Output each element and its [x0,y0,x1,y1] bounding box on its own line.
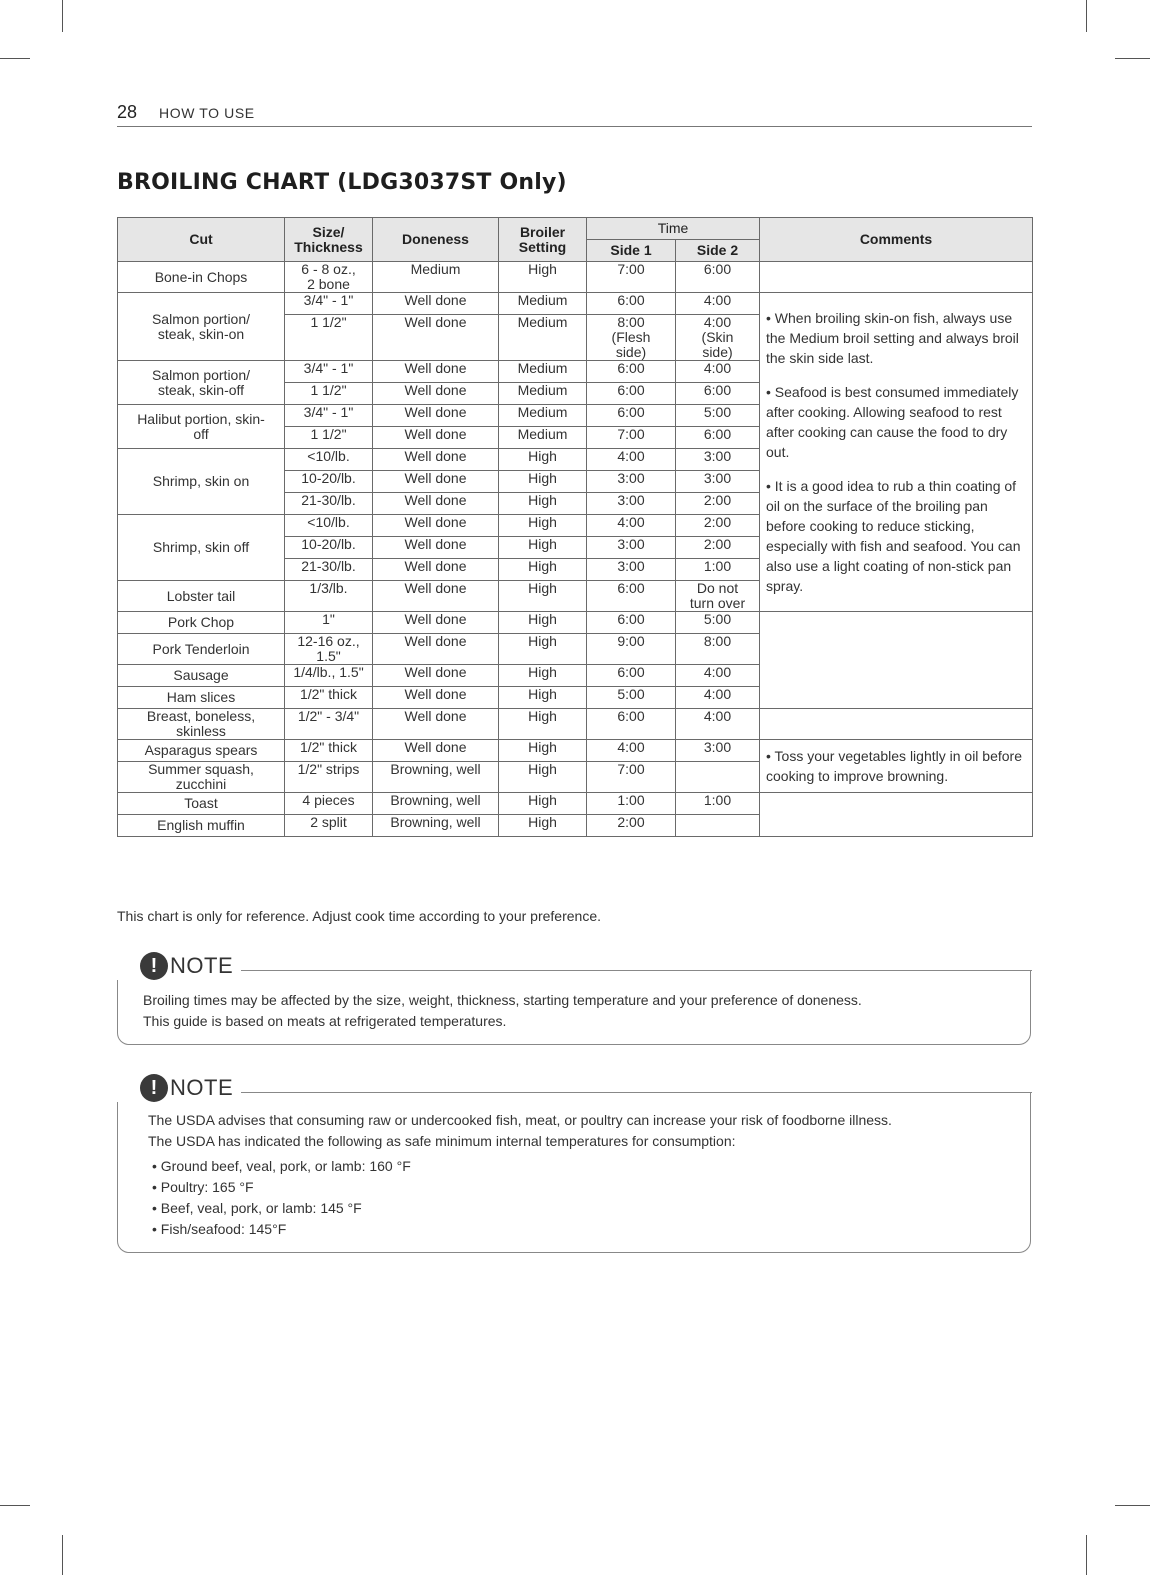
cell-side1: 6:00 [587,405,676,427]
list-item: • Ground beef, veal, pork, or lamb: 160 °F [152,1156,1023,1177]
cell-setting: High [499,762,587,793]
header-size: Size/ Thickness [285,218,373,262]
cell-setting: High [499,262,587,293]
cell-cut: Toast [118,793,285,815]
cell-setting: High [499,515,587,537]
cell-doneness: Medium [373,262,499,293]
cell-doneness: Well done [373,559,499,581]
cell-setting: High [499,581,587,612]
cell-size: 1 1/2" [285,427,373,449]
cell-side2: 4:00 [676,665,760,687]
cell-side1: 3:00 [587,537,676,559]
cell-side2: 5:00 [676,405,760,427]
cell-setting: High [499,634,587,665]
cell-size: 1" [285,612,373,634]
note-box-usda [117,1075,1031,1253]
note-title: NOTE [170,1075,234,1100]
cell-doneness: Well done [373,515,499,537]
cell-side2: 2:00 [676,515,760,537]
cell-side1: 3:00 [587,471,676,493]
cell-setting: Medium [499,293,587,315]
crop-mark [62,1535,63,1575]
cell-size: 1/2" strips [285,762,373,793]
cell-setting: High [499,793,587,815]
cell-cut: Salmon portion/ steak, skin-off [118,361,285,405]
cell-side2: 8:00 [676,634,760,665]
cell-setting: High [499,665,587,687]
cell-size: 12-16 oz., 1.5" [285,634,373,665]
cell-side1: 4:00 [587,740,676,762]
cell-size: 1/2" - 3/4" [285,709,373,740]
cell-doneness: Well done [373,581,499,612]
cell-side1: 6:00 [587,709,676,740]
cell-side2 [676,762,760,793]
list-item: • Poultry: 165 °F [152,1177,1023,1198]
cell-size: 1 1/2" [285,383,373,405]
cell-doneness: Well done [373,427,499,449]
cell-side2: 6:00 [676,262,760,293]
crop-mark [1086,1535,1087,1575]
cell-doneness: Well done [373,687,499,709]
cell-setting: High [499,815,587,837]
cell-side2: 2:00 [676,493,760,515]
cell-side2: 1:00 [676,793,760,815]
cell-cut: Lobster tail [118,581,285,612]
note-rule [178,1092,1032,1093]
cell-side1: 7:00 [587,762,676,793]
cell-setting: Medium [499,427,587,449]
cell-setting: Medium [499,315,587,361]
table-row [118,740,1033,762]
cell-side1: 6:00 [587,293,676,315]
section-title: HOW TO USE [159,105,255,121]
cell-setting: High [499,471,587,493]
cell-size: 10-20/lb. [285,471,373,493]
cell-side2: 2:00 [676,537,760,559]
cell-size: 3/4" - 1" [285,361,373,383]
cell-cut: Shrimp, skin on [118,449,285,515]
cell-doneness: Well done [373,740,499,762]
cell-side2: Do not turn over [676,581,760,612]
cell-side1: 1:00 [587,793,676,815]
cell-doneness: Well done [373,493,499,515]
cell-size: 1 1/2" [285,315,373,361]
cell-setting: Medium [499,361,587,383]
header-side-2: Side 2 [676,240,760,262]
cell-side1: 5:00 [587,687,676,709]
cell-setting: High [499,687,587,709]
cell-size: 6 - 8 oz., 2 bone [285,262,373,293]
comment-fish-2: • Seafood is best consumed immediately after cooking. Allowing seafood to rest after cooking can cause the food to dry out. [766,384,1019,460]
cell-size: 10-20/lb. [285,537,373,559]
cell-size: 3/4" - 1" [285,293,373,315]
cell-doneness: Well done [373,449,499,471]
cell-side1: 9:00 [587,634,676,665]
cell-side1: 6:00 [587,665,676,687]
header-cut: Cut [118,218,285,262]
cell-side1: 3:00 [587,493,676,515]
header-side-1: Side 1 [587,240,676,262]
cell-side1: 6:00 [587,612,676,634]
cell-size: 21-30/lb. [285,559,373,581]
note-text: Broiling times may be affected by the size, weight, thickness, starting temperature and your preference of doneness. This guide is based on meats at refrigerated temperatures. [143,992,862,1029]
table-row [118,262,1033,293]
cell-cut: English muffin [118,815,285,837]
cell-side2: 6:00 [676,427,760,449]
cell-size: <10/lb. [285,449,373,471]
cell-side1: 3:00 [587,559,676,581]
cell-doneness: Well done [373,405,499,427]
cell-doneness: Browning, well [373,793,499,815]
list-item: • Beef, veal, pork, or lamb: 145 °F [152,1198,1023,1219]
table-row [118,793,1033,815]
note-heading [116,1074,241,1102]
cell-doneness: Well done [373,612,499,634]
cell-setting: High [499,740,587,762]
cell-cut: Ham slices [118,687,285,709]
cell-side2: 4:00 (Skin side) [676,315,760,361]
header-time: Time [587,218,760,240]
cell-side2: 4:00 [676,361,760,383]
cell-side2 [676,815,760,837]
cell-size: 1/2" thick [285,740,373,762]
cell-cut: Salmon portion/ steak, skin-on [118,293,285,361]
warning-icon: ! [140,952,168,980]
header-doneness: Doneness [373,218,499,262]
cell-cut: Pork Tenderloin [118,634,285,665]
cell-size: 4 pieces [285,793,373,815]
cell-doneness: Well done [373,361,499,383]
cell-size: 1/2" thick [285,687,373,709]
cell-doneness: Well done [373,634,499,665]
page-number: 28 [117,102,138,122]
temperature-list [148,1156,1023,1240]
cell-side1: 6:00 [587,581,676,612]
cell-doneness: Well done [373,383,499,405]
crop-mark [0,58,30,59]
header-comments: Comments [760,218,1033,262]
comment-fish-1: • When broiling skin-on fish, always use the Medium broil setting and always broil the skin side last. [766,310,1019,366]
cell-cut: Asparagus spears [118,740,285,762]
note-heading [116,952,241,980]
cell-comments [760,740,1033,793]
usda-advice: The USDA advises that consuming raw or undercooked fish, meat, or poultry can increase your risk of foodborne illness. [148,1112,892,1128]
cell-side2: 5:00 [676,612,760,634]
cell-doneness: Well done [373,709,499,740]
crop-mark [1115,58,1150,59]
crop-mark [0,1505,30,1506]
cell-comments [760,262,1033,293]
cell-side2: 3:00 [676,740,760,762]
cell-cut: Sausage [118,665,285,687]
cell-side1: 7:00 [587,262,676,293]
cell-side1: 6:00 [587,383,676,405]
cell-side2: 6:00 [676,383,760,405]
table-row [118,612,1033,634]
cell-cut: Breast, boneless, skinless [118,709,285,740]
cell-side1: 8:00 (Flesh side) [587,315,676,361]
cell-side2: 1:00 [676,559,760,581]
cell-comments [760,612,1033,709]
list-item: • Fish/seafood: 145°F [152,1219,1023,1240]
cell-side2: 4:00 [676,293,760,315]
header-broiler-setting: Broiler Setting [499,218,587,262]
cell-size: 2 split [285,815,373,837]
cell-cut: Summer squash, zucchini [118,762,285,793]
table-row [118,709,1033,740]
note-box-broiling-times [117,953,1031,1045]
cell-side2: 3:00 [676,449,760,471]
cell-size: 3/4" - 1" [285,405,373,427]
cell-cut: Pork Chop [118,612,285,634]
cell-doneness: Well done [373,665,499,687]
cell-size: <10/lb. [285,515,373,537]
cell-size: 1/4/lb., 1.5" [285,665,373,687]
cell-size: 21-30/lb. [285,493,373,515]
cell-side1: 6:00 [587,361,676,383]
usda-temperatures-intro: The USDA has indicated the following as safe minimum internal temperatures for consumption: [148,1133,736,1149]
crop-mark [1115,1505,1150,1506]
cell-comments [760,293,1033,612]
note-title: NOTE [170,953,234,978]
cell-comments [760,709,1033,740]
cell-side2: 4:00 [676,709,760,740]
cell-doneness: Well done [373,293,499,315]
cell-side1: 2:00 [587,815,676,837]
cell-side2: 4:00 [676,687,760,709]
table-row [118,293,1033,315]
cell-side1: 7:00 [587,427,676,449]
cell-size: 1/3/lb. [285,581,373,612]
cell-setting: High [499,449,587,471]
note-text [148,1110,1023,1240]
comment-fish-3: • It is a good idea to rub a thin coating of oil on the surface of the broiling pan before cooking to reduce sticking, especially with fish and seafood. You can also use a light coating of non-stick pan spray. [766,478,1021,594]
cell-cut: Shrimp, skin off [118,515,285,581]
warning-icon: ! [140,1074,168,1102]
cell-setting: High [499,537,587,559]
crop-mark [1086,0,1087,32]
cell-setting: Medium [499,383,587,405]
cell-doneness: Well done [373,471,499,493]
cell-comments [760,793,1033,837]
cell-setting: High [499,559,587,581]
broiling-chart-table [117,217,1033,837]
cell-setting: High [499,612,587,634]
cell-setting: High [499,709,587,740]
cell-side2: 3:00 [676,471,760,493]
cell-side1: 4:00 [587,515,676,537]
chart-footnote: This chart is only for reference. Adjust cook time according to your preference. [117,908,602,924]
page-header [117,102,1032,127]
cell-side1: 4:00 [587,449,676,471]
comment-vegetables: • Toss your vegetables lightly in oil before cooking to improve browning. [766,748,1023,784]
cell-cut: Halibut portion, skin- off [118,405,285,449]
cell-doneness: Browning, well [373,815,499,837]
cell-setting: High [499,493,587,515]
crop-mark [62,0,63,32]
note-rule [178,970,1032,971]
cell-doneness: Well done [373,537,499,559]
cell-doneness: Well done [373,315,499,361]
page-title: BROILING CHART (LDG3037ST Only) [117,170,567,195]
cell-cut: Bone-in Chops [118,262,285,293]
cell-doneness: Browning, well [373,762,499,793]
cell-setting: Medium [499,405,587,427]
